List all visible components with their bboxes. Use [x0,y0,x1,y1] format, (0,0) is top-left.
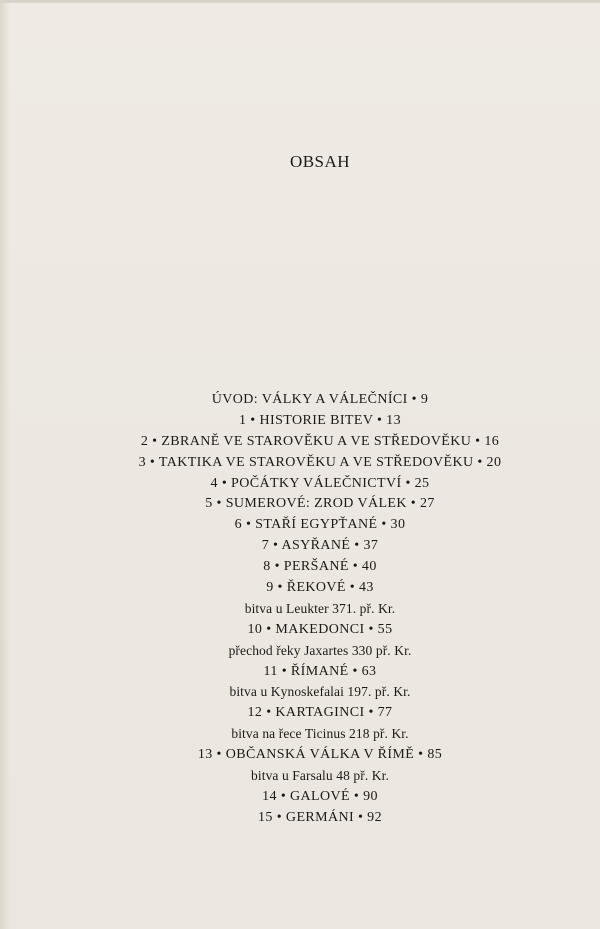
table-of-contents [0,390,600,829]
toc-entry: 9 • ŘEKOVÉ • 43 [266,580,374,596]
toc-subentry: bitva u Leukter 371. př. Kr. [244,600,396,616]
page-title: OBSAH [289,152,351,171]
toc-entry: 13 • OBČANSKÁ VÁLKA V ŘÍMĚ • 85 [197,747,443,763]
toc-entry: 2 • ZBRANĚ VE STAROVĚKU A VE STŘEDOVĚKU • 16 [140,433,500,449]
toc-subentry: bitva u Kynoskefalai 197. př. Kr. [229,684,411,700]
toc-entry: 14 • GALOVÉ • 90 [262,788,378,804]
toc-entry: 3 • TAKTIKA VE STAROVĚKU A VE STŘEDOVĚKU • 20 [138,454,502,470]
toc-subentry: bitva na řece Ticinus 218 př. Kr. [231,726,409,742]
toc-entry: 1 • HISTORIE BITEV • 13 [239,412,401,428]
toc-entry: 6 • STAŘÍ EGYPŤANÉ • 30 [234,517,406,533]
toc-entry: 8 • PERŠANÉ • 40 [263,559,377,575]
toc-subentry: bitva u Farsalu 48 př. Kr. [251,768,389,784]
toc-entry: 11 • ŘÍMANÉ • 63 [263,663,377,679]
toc-entry: 12 • KARTAGINCI • 77 [247,705,393,721]
toc-entry: ÚVOD: VÁLKY A VÁLEČNÍCI • 9 [211,392,429,407]
page-top-edge [0,0,600,3]
toc-entry: 15 • GERMÁNI • 92 [258,809,382,825]
toc-entry: 7 • ASYŘANÉ • 37 [261,538,379,554]
toc-entry: 5 • SUMEROVÉ: ZROD VÁLEK • 27 [205,496,435,512]
toc-entry: 10 • MAKEDONCI • 55 [247,621,393,637]
toc-subentry: přechod řeky Jaxartes 330 př. Kr. [228,642,412,658]
toc-entry: 4 • POČÁTKY VÁLEČNICTVÍ • 25 [210,475,430,491]
